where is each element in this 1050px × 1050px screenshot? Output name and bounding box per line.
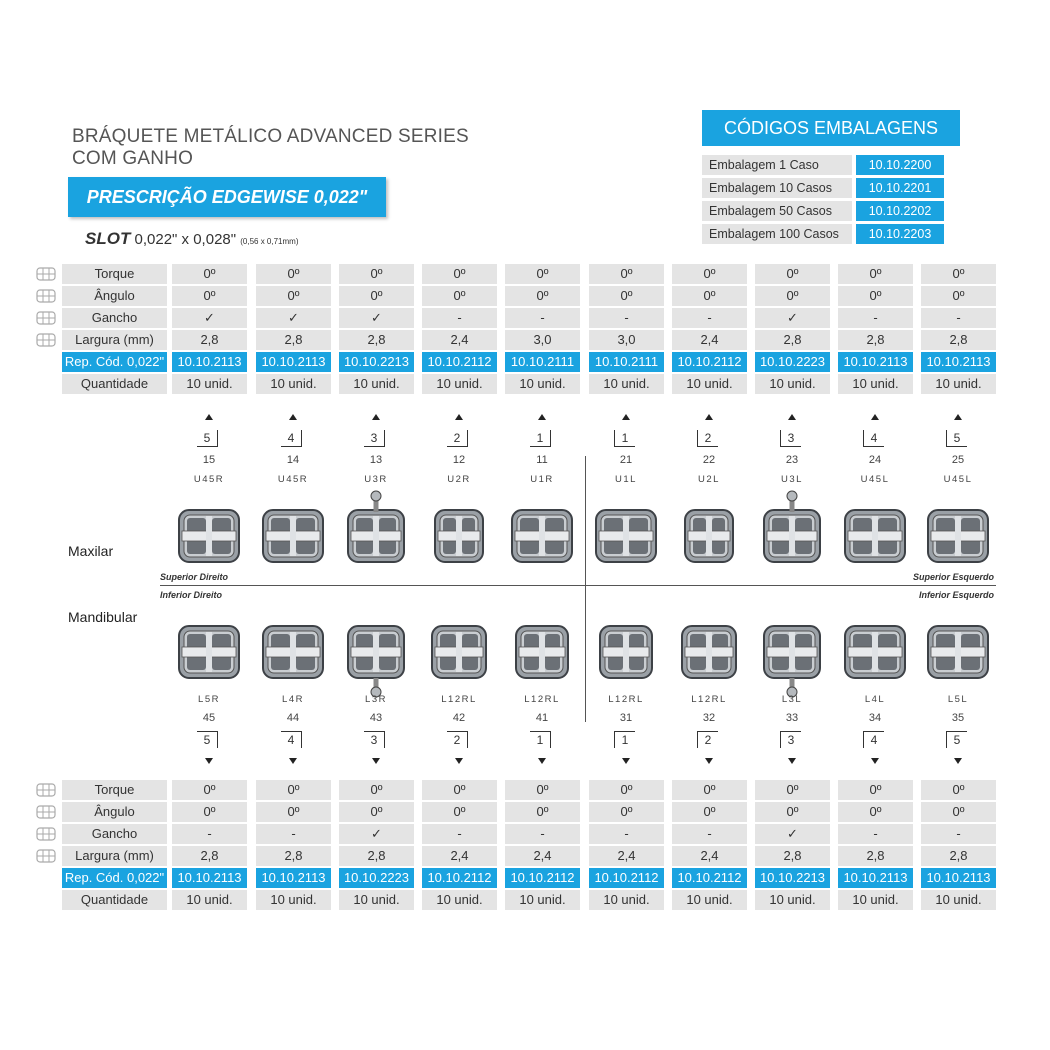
tooth-code: U45L <box>860 474 890 485</box>
packaging-row <box>702 201 944 221</box>
upper-quantity-cell: 10 unid. <box>755 374 830 394</box>
tooth-number: 43 <box>369 712 383 724</box>
upper-code-cell: 10.10.2213 <box>339 352 414 372</box>
up-arrow-icon <box>289 414 297 420</box>
tooth-code: L12RL <box>524 694 560 705</box>
bracket-icon <box>343 490 409 582</box>
upper-torque-cell: 0º <box>755 264 830 284</box>
quadrant-number: 5 <box>946 430 967 447</box>
lower-width-cell: 2,8 <box>921 846 996 866</box>
down-arrow-icon <box>289 758 297 764</box>
tooth-code: L5L <box>947 694 969 705</box>
quadrant-number: 2 <box>697 430 718 447</box>
quadrant-lower-left: Inferior Esquerdo <box>918 590 994 600</box>
lower-angle-cell: 0º <box>921 802 996 822</box>
tooth-code: U1L <box>615 474 637 485</box>
bracket-icon <box>923 606 993 698</box>
quadrant-number: 3 <box>780 430 801 447</box>
upper-quantity-cell: 10 unid. <box>589 374 664 394</box>
angle-row-label: Ângulo <box>62 802 167 822</box>
down-arrow-icon <box>871 758 879 764</box>
upper-angle-cell: 0º <box>921 286 996 306</box>
upper-width-cell: 2,8 <box>921 330 996 350</box>
upper-torque-cell: 0º <box>339 264 414 284</box>
tooth-number: 42 <box>452 712 466 724</box>
prescription-banner: PRESCRIÇÃO EDGEWISE 0,022" <box>68 177 386 217</box>
hook-icon <box>34 826 58 842</box>
bracket-icon <box>759 490 825 582</box>
lower-hook-cell: - <box>505 824 580 844</box>
packaging-code: 10.10.2202 <box>856 201 944 221</box>
upper-hook-cell: ✓ <box>339 308 414 328</box>
upper-quantity-cell: 10 unid. <box>672 374 747 394</box>
upper-code-cell: 10.10.2113 <box>921 352 996 372</box>
tooth-code: U2L <box>698 474 720 485</box>
tooth-number: 21 <box>619 454 633 466</box>
quadrant-number: 4 <box>863 430 884 447</box>
lower-code-cell: 10.10.2113 <box>172 868 247 888</box>
width-icon <box>34 848 58 864</box>
upper-width-cell: 2,8 <box>339 330 414 350</box>
lower-quantity-cell: 10 unid. <box>505 890 580 910</box>
slot-value: 0,022" x 0,028" <box>134 231 237 248</box>
quadrant-number: 5 <box>197 731 218 748</box>
up-arrow-icon <box>372 414 380 420</box>
upper-angle-cell: 0º <box>838 286 913 306</box>
midline-vertical <box>585 456 586 722</box>
upper-width-cell: 3,0 <box>589 330 664 350</box>
down-arrow-icon <box>372 758 380 764</box>
packaging-title: CÓDIGOS EMBALAGENS <box>702 110 960 146</box>
quadrant-number: 4 <box>863 731 884 748</box>
quadrant-upper-right: Superior Direito <box>160 572 229 582</box>
upper-torque-cell: 0º <box>505 264 580 284</box>
upper-torque-cell: 0º <box>589 264 664 284</box>
packaging-label: Embalagem 50 Casos <box>702 201 852 221</box>
bracket-icon <box>591 490 661 582</box>
upper-torque-cell: 0º <box>422 264 497 284</box>
lower-quantity-cell: 10 unid. <box>672 890 747 910</box>
maxilar-label: Maxilar <box>68 543 114 559</box>
up-arrow-icon <box>622 414 630 420</box>
quadrant-number: 1 <box>614 430 635 447</box>
lower-hook-cell: - <box>422 824 497 844</box>
lower-hook-cell: - <box>256 824 331 844</box>
code-row-label: Rep. Cód. 0,022" <box>62 868 167 888</box>
lower-quantity-cell: 10 unid. <box>589 890 664 910</box>
tooth-number: 25 <box>951 454 965 466</box>
product-title <box>72 126 469 170</box>
lower-torque-cell: 0º <box>755 780 830 800</box>
lower-width-cell: 2,4 <box>672 846 747 866</box>
width-row-label: Largura (mm) <box>62 330 167 350</box>
tooth-code: L3L <box>781 694 803 705</box>
upper-code-cell: 10.10.2111 <box>505 352 580 372</box>
upper-hook-cell: - <box>921 308 996 328</box>
lower-width-cell: 2,8 <box>339 846 414 866</box>
lower-quantity-cell: 10 unid. <box>755 890 830 910</box>
angle-icon <box>34 804 58 820</box>
tooth-code: U45R <box>193 474 225 485</box>
lower-hook-cell: - <box>672 824 747 844</box>
upper-width-cell: 2,8 <box>838 330 913 350</box>
lower-quantity-cell: 10 unid. <box>921 890 996 910</box>
tooth-number: 34 <box>868 712 882 724</box>
slot-mm: (0,56 x 0,71mm) <box>240 237 299 246</box>
upper-width-cell: 2,8 <box>256 330 331 350</box>
lower-angle-cell: 0º <box>755 802 830 822</box>
packaging-code: 10.10.2200 <box>856 155 944 175</box>
upper-width-cell: 2,8 <box>755 330 830 350</box>
up-arrow-icon <box>954 414 962 420</box>
hook-row-label: Gancho <box>62 308 167 328</box>
tooth-code: U1R <box>530 474 554 485</box>
upper-angle-cell: 0º <box>256 286 331 306</box>
lower-code-cell: 10.10.2113 <box>256 868 331 888</box>
lower-width-cell: 2,4 <box>589 846 664 866</box>
quadrant-number: 1 <box>614 731 635 748</box>
upper-code-cell: 10.10.2112 <box>672 352 747 372</box>
angle-icon <box>34 288 58 304</box>
quantity-row-label: Quantidade <box>62 890 167 910</box>
lower-quantity-cell: 10 unid. <box>838 890 913 910</box>
tooth-number: 14 <box>286 454 300 466</box>
tooth-code: U3R <box>364 474 388 485</box>
tooth-code: L3R <box>365 694 387 705</box>
up-arrow-icon <box>538 414 546 420</box>
tooth-code: U2R <box>447 474 471 485</box>
lower-torque-cell: 0º <box>172 780 247 800</box>
upper-hook-cell: - <box>838 308 913 328</box>
tooth-number: 22 <box>702 454 716 466</box>
upper-hook-cell: ✓ <box>256 308 331 328</box>
lower-torque-cell: 0º <box>838 780 913 800</box>
bracket-icon <box>759 606 825 698</box>
tooth-code: U45L <box>943 474 973 485</box>
lower-code-cell: 10.10.2113 <box>921 868 996 888</box>
lower-width-cell: 2,8 <box>172 846 247 866</box>
packaging-code: 10.10.2203 <box>856 224 944 244</box>
title-line-1: BRÁQUETE METÁLICO ADVANCED SERIES <box>72 126 469 147</box>
quadrant-number: 5 <box>197 430 218 447</box>
tooth-number: 32 <box>702 712 716 724</box>
tooth-number: 13 <box>369 454 383 466</box>
bracket-icon <box>840 490 910 582</box>
slot-label: SLOT <box>85 229 131 248</box>
lower-quantity-cell: 10 unid. <box>256 890 331 910</box>
lower-hook-cell: - <box>838 824 913 844</box>
tooth-number: 31 <box>619 712 633 724</box>
quadrant-number: 4 <box>281 731 302 748</box>
lower-angle-cell: 0º <box>589 802 664 822</box>
upper-angle-cell: 0º <box>672 286 747 306</box>
quadrant-number: 2 <box>447 731 468 748</box>
tooth-code: L5R <box>198 694 220 705</box>
width-icon <box>34 332 58 348</box>
upper-width-cell: 2,4 <box>422 330 497 350</box>
upper-code-cell: 10.10.2112 <box>422 352 497 372</box>
upper-hook-cell: - <box>505 308 580 328</box>
quadrant-number: 3 <box>780 731 801 748</box>
lower-quantity-cell: 10 unid. <box>422 890 497 910</box>
code-row-label: Rep. Cód. 0,022" <box>62 352 167 372</box>
mandibular-label: Mandibular <box>68 609 138 625</box>
upper-angle-cell: 0º <box>755 286 830 306</box>
lower-width-cell: 2,8 <box>838 846 913 866</box>
lower-hook-cell: - <box>589 824 664 844</box>
tooth-code: L4R <box>282 694 304 705</box>
quantity-row-label: Quantidade <box>62 374 167 394</box>
up-arrow-icon <box>788 414 796 420</box>
lower-hook-cell: ✓ <box>339 824 414 844</box>
lower-code-cell: 10.10.2112 <box>589 868 664 888</box>
upper-angle-cell: 0º <box>505 286 580 306</box>
tooth-code: U3L <box>781 474 803 485</box>
bracket-icon <box>923 490 993 582</box>
lower-hook-cell: - <box>921 824 996 844</box>
lower-angle-cell: 0º <box>422 802 497 822</box>
quadrant-number: 2 <box>697 731 718 748</box>
upper-code-cell: 10.10.2223 <box>755 352 830 372</box>
packaging-row <box>702 224 944 244</box>
upper-hook-cell: - <box>422 308 497 328</box>
tooth-number: 33 <box>785 712 799 724</box>
tooth-code: L12RL <box>441 694 477 705</box>
lower-width-cell: 2,4 <box>505 846 580 866</box>
lower-torque-cell: 0º <box>921 780 996 800</box>
lower-width-cell: 2,8 <box>256 846 331 866</box>
lower-torque-cell: 0º <box>422 780 497 800</box>
upper-hook-cell: - <box>589 308 664 328</box>
lower-angle-cell: 0º <box>172 802 247 822</box>
quadrant-number: 3 <box>364 430 385 447</box>
slot-spec <box>85 229 299 249</box>
lower-width-cell: 2,4 <box>422 846 497 866</box>
down-arrow-icon <box>954 758 962 764</box>
tooth-number: 15 <box>202 454 216 466</box>
upper-torque-cell: 0º <box>921 264 996 284</box>
torque-row-label: Torque <box>62 780 167 800</box>
quadrant-number: 4 <box>281 430 302 447</box>
lower-angle-cell: 0º <box>672 802 747 822</box>
lower-code-cell: 10.10.2213 <box>755 868 830 888</box>
bracket-icon <box>258 490 328 582</box>
tooth-code: L12RL <box>608 694 644 705</box>
lower-code-cell: 10.10.2112 <box>422 868 497 888</box>
lower-hook-cell: - <box>172 824 247 844</box>
upper-quantity-cell: 10 unid. <box>505 374 580 394</box>
up-arrow-icon <box>705 414 713 420</box>
tooth-number: 41 <box>535 712 549 724</box>
down-arrow-icon <box>622 758 630 764</box>
up-arrow-icon <box>205 414 213 420</box>
upper-torque-cell: 0º <box>672 264 747 284</box>
tooth-number: 11 <box>536 454 548 466</box>
upper-quantity-cell: 10 unid. <box>422 374 497 394</box>
tooth-number: 45 <box>202 712 216 724</box>
torque-row-label: Torque <box>62 264 167 284</box>
bracket-icon <box>507 490 577 582</box>
upper-code-cell: 10.10.2113 <box>172 352 247 372</box>
upper-angle-cell: 0º <box>422 286 497 306</box>
torque-icon <box>34 266 58 282</box>
lower-angle-cell: 0º <box>256 802 331 822</box>
quadrant-number: 5 <box>946 731 967 748</box>
torque-icon <box>34 782 58 798</box>
lower-torque-cell: 0º <box>505 780 580 800</box>
down-arrow-icon <box>705 758 713 764</box>
lower-hook-cell: ✓ <box>755 824 830 844</box>
upper-code-cell: 10.10.2111 <box>589 352 664 372</box>
packaging-label: Embalagem 10 Casos <box>702 178 852 198</box>
lower-quantity-cell: 10 unid. <box>172 890 247 910</box>
lower-code-cell: 10.10.2223 <box>339 868 414 888</box>
lower-code-cell: 10.10.2112 <box>672 868 747 888</box>
lower-angle-cell: 0º <box>339 802 414 822</box>
bracket-icon <box>595 606 657 698</box>
upper-hook-cell: ✓ <box>755 308 830 328</box>
width-row-label: Largura (mm) <box>62 846 167 866</box>
upper-quantity-cell: 10 unid. <box>256 374 331 394</box>
bracket-icon <box>258 606 328 698</box>
bracket-icon <box>677 606 741 698</box>
bracket-icon <box>430 490 488 582</box>
bracket-icon <box>343 606 409 698</box>
bracket-icon <box>174 606 244 698</box>
tooth-number: 24 <box>868 454 882 466</box>
packaging-label: Embalagem 1 Caso <box>702 155 852 175</box>
lower-torque-cell: 0º <box>256 780 331 800</box>
up-arrow-icon <box>455 414 463 420</box>
down-arrow-icon <box>788 758 796 764</box>
upper-torque-cell: 0º <box>256 264 331 284</box>
lower-angle-cell: 0º <box>838 802 913 822</box>
upper-hook-cell: ✓ <box>172 308 247 328</box>
midline-horizontal <box>160 585 996 586</box>
upper-code-cell: 10.10.2113 <box>838 352 913 372</box>
tooth-code: L12RL <box>691 694 727 705</box>
tooth-code: L4L <box>864 694 886 705</box>
lower-torque-cell: 0º <box>589 780 664 800</box>
lower-code-cell: 10.10.2113 <box>838 868 913 888</box>
bracket-icon <box>680 490 738 582</box>
quadrant-upper-left: Superior Esquerdo <box>912 572 994 582</box>
upper-angle-cell: 0º <box>589 286 664 306</box>
title-line-2: COM GANHO <box>72 148 194 169</box>
lower-code-cell: 10.10.2112 <box>505 868 580 888</box>
bracket-icon <box>427 606 491 698</box>
down-arrow-icon <box>205 758 213 764</box>
lower-angle-cell: 0º <box>505 802 580 822</box>
up-arrow-icon <box>871 414 879 420</box>
upper-torque-cell: 0º <box>172 264 247 284</box>
hook-row-label: Gancho <box>62 824 167 844</box>
lower-quantity-cell: 10 unid. <box>339 890 414 910</box>
tooth-code: U45R <box>277 474 309 485</box>
quadrant-number: 1 <box>530 430 551 447</box>
packaging-label: Embalagem 100 Casos <box>702 224 852 244</box>
bracket-icon <box>511 606 573 698</box>
upper-torque-cell: 0º <box>838 264 913 284</box>
upper-hook-cell: - <box>672 308 747 328</box>
quadrant-number: 1 <box>530 731 551 748</box>
tooth-number: 35 <box>951 712 965 724</box>
quadrant-lower-right: Inferior Direito <box>160 590 223 600</box>
packaging-row <box>702 155 944 175</box>
upper-quantity-cell: 10 unid. <box>172 374 247 394</box>
upper-width-cell: 2,8 <box>172 330 247 350</box>
tooth-number: 44 <box>286 712 300 724</box>
angle-row-label: Ângulo <box>62 286 167 306</box>
upper-code-cell: 10.10.2113 <box>256 352 331 372</box>
lower-torque-cell: 0º <box>339 780 414 800</box>
packaging-row <box>702 178 944 198</box>
upper-angle-cell: 0º <box>172 286 247 306</box>
quadrant-number: 3 <box>364 731 385 748</box>
upper-width-cell: 2,4 <box>672 330 747 350</box>
upper-quantity-cell: 10 unid. <box>921 374 996 394</box>
quadrant-number: 2 <box>447 430 468 447</box>
upper-width-cell: 3,0 <box>505 330 580 350</box>
lower-torque-cell: 0º <box>672 780 747 800</box>
down-arrow-icon <box>455 758 463 764</box>
upper-quantity-cell: 10 unid. <box>339 374 414 394</box>
bracket-icon <box>840 606 910 698</box>
down-arrow-icon <box>538 758 546 764</box>
hook-icon <box>34 310 58 326</box>
bracket-icon <box>174 490 244 582</box>
upper-quantity-cell: 10 unid. <box>838 374 913 394</box>
tooth-number: 12 <box>452 454 466 466</box>
lower-width-cell: 2,8 <box>755 846 830 866</box>
packaging-code: 10.10.2201 <box>856 178 944 198</box>
upper-angle-cell: 0º <box>339 286 414 306</box>
tooth-number: 23 <box>785 454 799 466</box>
